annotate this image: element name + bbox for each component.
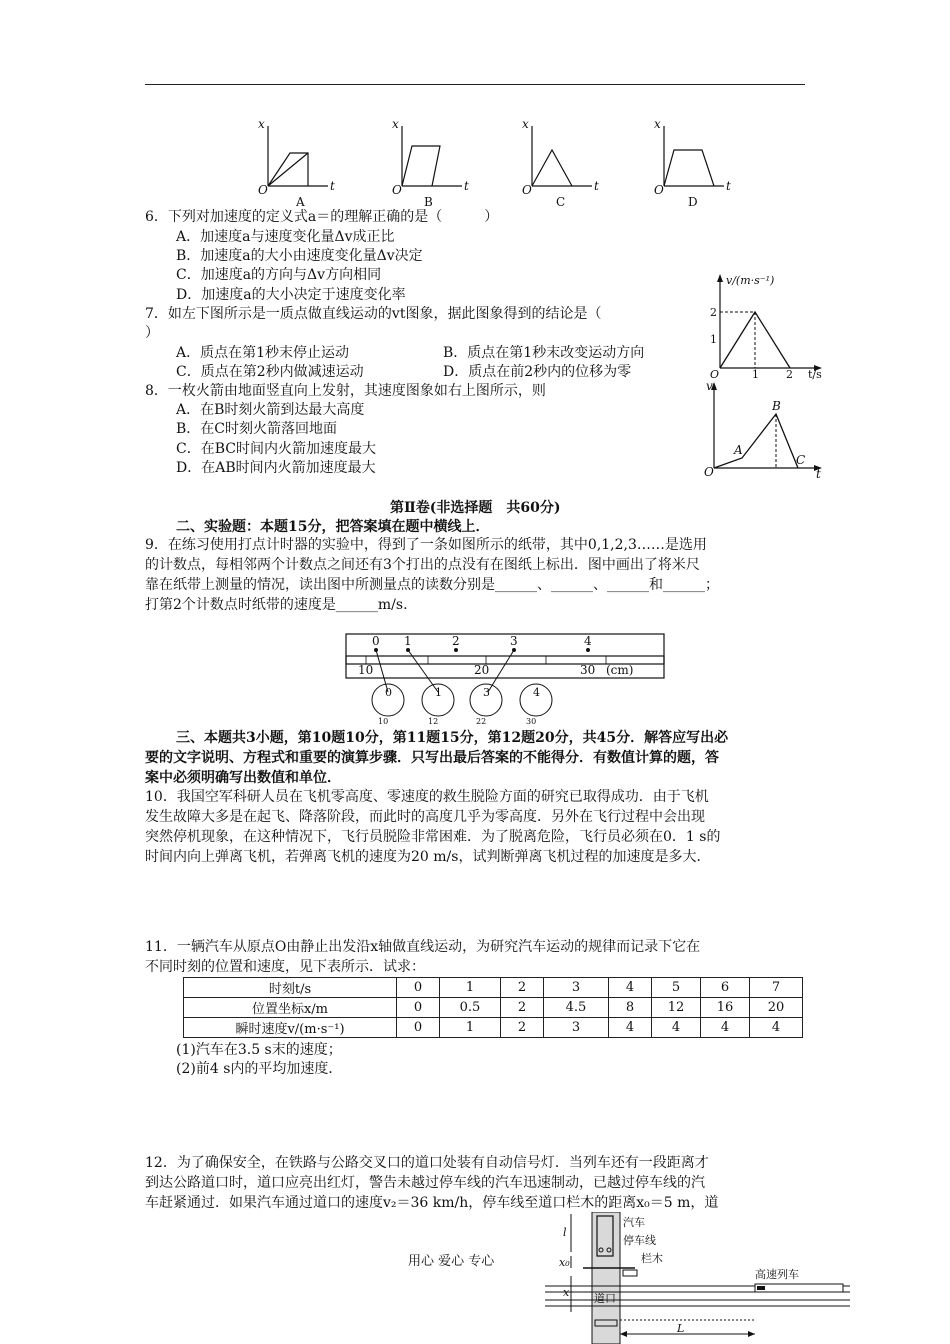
q11-sub2: (2)前4 s内的平均加速度． <box>176 1061 343 1077</box>
table-cell: 16 <box>701 998 750 1018</box>
q6-stem: 6．下列对加速度的定义式a＝的理解正确的是（ ） <box>145 209 499 225</box>
origin-d: O <box>654 183 664 197</box>
option-label-c: C <box>556 195 566 209</box>
ruler-20: 20 <box>474 663 490 677</box>
table-row <box>184 978 803 998</box>
origin-c: O <box>522 183 532 197</box>
table-cell: 20 <box>750 998 803 1018</box>
section2-heading: 二、实验题：本题15分，把答案填在题中横线上． <box>176 519 490 535</box>
table-cell: 2 <box>501 998 544 1018</box>
table-cell: 12 <box>652 998 701 1018</box>
table-header: 位置坐标x/m <box>184 998 397 1018</box>
q12-line3: 车赶紧通过．如果汽车通过道口的速度v₂＝36 km/h，停车线至道口栏木的距离x₀＝5 m，道 <box>145 1195 719 1211</box>
q7-y-tick-1: 1 <box>710 333 717 346</box>
label-L: L <box>677 1322 685 1335</box>
x-axis-label-a: x <box>258 118 265 131</box>
tape-point-1: 1 <box>404 634 412 648</box>
q8-point-c: C <box>796 453 806 467</box>
q6-option-d: D．加速度a的大小决定于速度变化率 <box>176 287 406 303</box>
table-cell: 4 <box>609 1018 652 1038</box>
mag-3: 3 <box>483 686 490 699</box>
t-axis-label-d: t <box>726 179 731 193</box>
table-cell: 4 <box>750 1018 803 1038</box>
label-x0: x₀ <box>559 1256 570 1269</box>
q8-stem: 8．一枚火箭由地面竖直向上发射，其速度图象如右上图所示，则 <box>145 383 546 399</box>
tape-point-3: 3 <box>510 634 518 648</box>
page-footer: 用心 爱心 专心 <box>408 1254 495 1269</box>
q6-option-c: C．加速度a的方向与Δv方向相同 <box>176 267 382 283</box>
table-header: 时刻t/s <box>184 978 397 998</box>
table-cell: 1 <box>440 978 501 998</box>
q7-stem-end: ） <box>145 325 159 341</box>
q8-point-a: A <box>734 443 743 457</box>
mag-1: 1 <box>435 686 442 699</box>
q10-line1: 10．我国空军科研人员在飞机零高度、零速度的救生脱险方面的研究已取得成功．由于飞机 <box>145 789 709 805</box>
q6-option-a: A．加速度a与速度变化量Δv成正比 <box>176 229 395 245</box>
graph-a <box>268 126 328 186</box>
label-stopline: 停车线 <box>623 1234 656 1247</box>
q7-option-c: C．质点在第2秒内做减速运动 <box>176 364 364 380</box>
t-axis-label-b: t <box>464 179 469 193</box>
q8-point-b: B <box>772 399 781 413</box>
mag-4: 4 <box>533 686 540 699</box>
q8-option-c: C．在BC时间内火箭加速度最大 <box>176 441 376 457</box>
table-cell: 4 <box>609 978 652 998</box>
q8-y-label: v <box>706 379 713 393</box>
q6-option-b: B．加速度a的大小由速度变化量Δv决定 <box>176 248 423 264</box>
option-label-b: B <box>424 195 433 209</box>
option-label-a: A <box>296 195 305 209</box>
q7-x-tick-2: 2 <box>786 368 793 380</box>
mag-0: 0 <box>385 686 392 699</box>
label-train: 高速列车 <box>755 1268 799 1281</box>
top-rule <box>145 84 805 85</box>
origin-a: O <box>258 183 268 197</box>
label-x: x <box>563 1286 570 1299</box>
q10-line4: 时间内向上弹离飞机，若弹离飞机的速度为20 m/s，试判断弹离飞机过程的加速度是多大． <box>145 849 711 865</box>
label-barrier: 栏木 <box>641 1252 663 1265</box>
q7-x-tick-1: 1 <box>752 368 759 380</box>
table-cell: 0.5 <box>440 998 501 1018</box>
q7-option-d: D．质点在前2秒内的位移为零 <box>443 364 632 380</box>
table-cell: 0 <box>397 978 440 998</box>
ruler-10: 10 <box>358 663 374 677</box>
q11-line1: 11．一辆汽车从原点O由静止出发沿x轴做直线运动，为研究汽车运动的规律而记录下它在 <box>145 939 701 955</box>
graph-c <box>532 126 592 186</box>
q7-origin: O <box>710 368 720 380</box>
q7-option-a: A．质点在第1秒末停止运动 <box>176 345 350 361</box>
q7-x-label: t/s <box>808 368 822 380</box>
section2-title: 第Ⅱ卷(非选择题 共60分) <box>390 500 561 516</box>
q9-line1: 9．在练习使用打点计时器的实验中，得到了一条如图所示的纸带，其中0,1,2,3……是选用 <box>145 537 707 553</box>
q8-option-a: A．在B时刻火箭到达最大高度 <box>176 402 365 418</box>
q10-line3: 突然停机现象，在这种情况下，飞行员脱险非常困难．为了脱离危险，飞行员必须在0．1 s的 <box>145 829 721 845</box>
mag-scale-4: 30 <box>526 717 537 726</box>
q7-stem: 7．如左下图所示是一质点做直线运动的vt图象，据此图象得到的结论是（ <box>145 306 602 322</box>
x-axis-label-b: x <box>392 118 399 131</box>
option-label-d: D <box>688 195 698 209</box>
table-cell: 4.5 <box>544 998 609 1018</box>
table-cell: 1 <box>440 1018 501 1038</box>
label-car: 汽车 <box>623 1216 645 1229</box>
table-cell: 8 <box>609 998 652 1018</box>
table-cell: 0 <box>397 1018 440 1038</box>
ruler-unit: (cm) <box>606 663 634 677</box>
table-row <box>184 1018 803 1038</box>
q11-sub1: (1)汽车在3.5 s末的速度； <box>176 1042 342 1058</box>
t-axis-label-c: t <box>594 179 599 193</box>
q9-tape-figure <box>340 630 670 726</box>
q7-option-b: B．质点在第1秒末改变运动方向 <box>443 345 645 361</box>
table-cell: 5 <box>652 978 701 998</box>
graph-d <box>664 126 724 186</box>
q9-line2: 的计数点，每相邻两个计数点之间还有3个打出的点没有在图纸上标出．图中画出了将米尺 <box>145 557 700 573</box>
q10-line2: 发生故障大多是在起飞、降落阶段，而此时的高度几乎为零高度．另外在飞行过程中会出现 <box>145 809 705 825</box>
q7-y-tick-2: 2 <box>710 306 717 319</box>
table-header: 瞬时速度v/(m·s⁻¹) <box>184 1018 397 1038</box>
table-cell: 3 <box>544 1018 609 1038</box>
label-l: l <box>563 1226 567 1239</box>
table-cell: 4 <box>652 1018 701 1038</box>
x-axis-label-d: x <box>654 118 661 131</box>
q11-line2: 不同时刻的位置和速度，见下表所示．试求： <box>145 959 425 975</box>
q8-vt-graph <box>700 378 830 480</box>
mag-scale-1: 12 <box>428 717 439 726</box>
q11-table <box>183 977 803 1038</box>
tape-point-2: 2 <box>452 634 460 648</box>
table-cell: 2 <box>501 1018 544 1038</box>
table-row <box>184 998 803 1018</box>
section3-line3: 案中必须明确写出数值和单位． <box>145 770 341 786</box>
q7-y-label: v/(m·s⁻¹) <box>726 274 775 287</box>
q7-vt-graph <box>700 270 830 380</box>
tape-point-4: 4 <box>584 634 592 648</box>
table-cell: 3 <box>544 978 609 998</box>
x-axis-label-c: x <box>522 118 529 131</box>
q12-line1: 12．为了确保安全，在铁路与公路交叉口的道口处装有自动信号灯．当列车还有一段距离才 <box>145 1155 709 1171</box>
mag-scale-0: 10 <box>378 717 389 726</box>
q5-graphs <box>250 118 740 210</box>
ruler-30: 30 <box>580 663 596 677</box>
q8-option-d: D．在AB时间内火箭加速度最大 <box>176 460 376 476</box>
section3-line1: 三、本题共3小题，第10题10分，第11题15分，第12题20分，共45分．解答应写出必 <box>176 730 729 746</box>
label-crossing: 道口 <box>594 1292 616 1305</box>
table-cell: 7 <box>750 978 803 998</box>
q12-line2: 到达公路道口时，道口应亮出红灯，警告未越过停车线的汽车迅速制动，已越过停车线的汽 <box>145 1175 705 1191</box>
section3-line2: 要的文字说明、方程式和重要的演算步骤．只写出最后答案的不能得分．有数值计算的题，答 <box>145 750 719 766</box>
t-axis-label-a: t <box>330 179 335 193</box>
table-cell: 2 <box>501 978 544 998</box>
origin-b: O <box>392 183 402 197</box>
mag-scale-3: 22 <box>476 717 487 726</box>
table-cell: 0 <box>397 998 440 1018</box>
graph-b <box>402 126 462 186</box>
q12-crossing-figure <box>545 1212 850 1344</box>
tape-point-0: 0 <box>372 634 380 648</box>
q9-line4: 打第2个计数点时纸带的速度是______m/s. <box>145 597 408 613</box>
q8-option-b: B．在C时刻火箭落回地面 <box>176 421 337 437</box>
q8-origin: O <box>704 465 714 479</box>
table-cell: 6 <box>701 978 750 998</box>
q9-line3: 靠在纸带上测量的情况，读出图中所测量点的读数分别是______、______、______和______； <box>145 577 719 593</box>
q8-x-label: t <box>816 467 821 480</box>
table-cell: 4 <box>701 1018 750 1038</box>
